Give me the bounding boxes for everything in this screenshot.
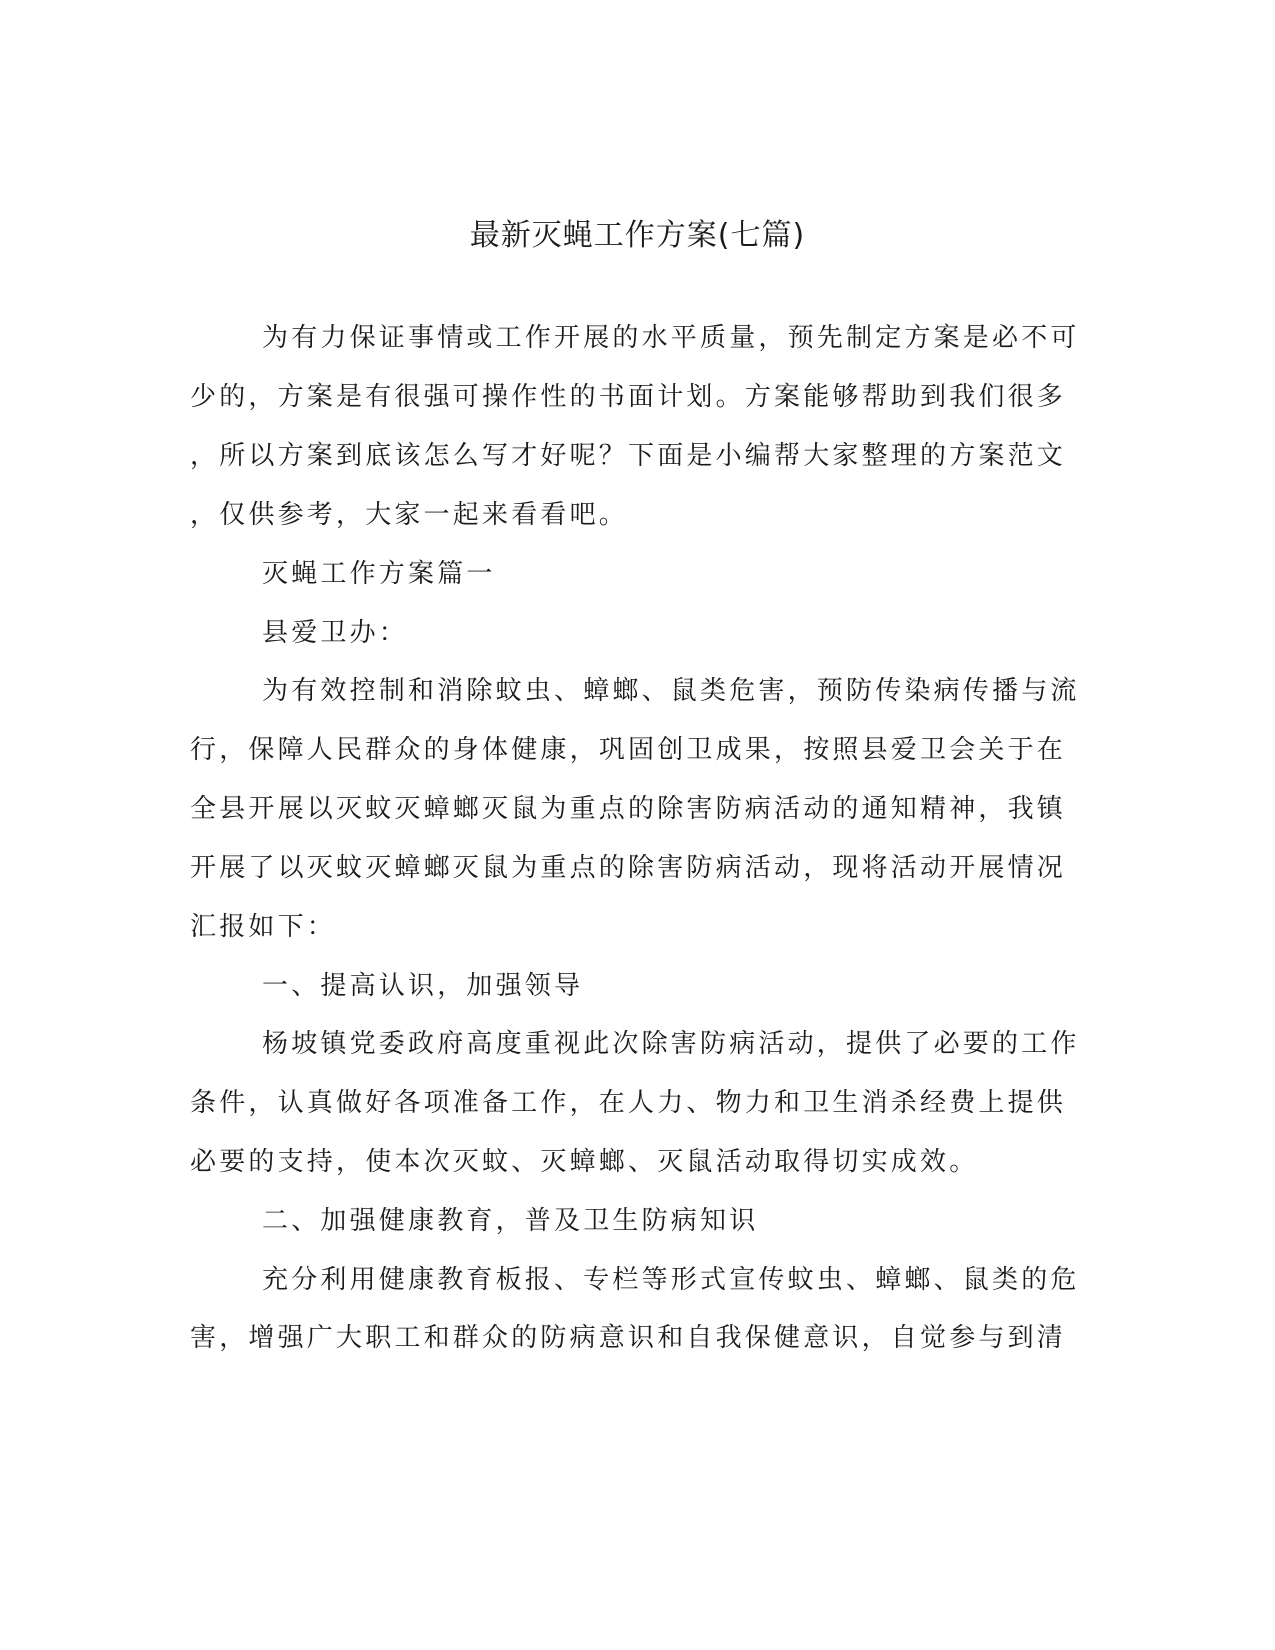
paragraph-line: 害，增强广大职工和群众的防病意识和自我保健意识，自觉参与到清	[190, 1323, 1067, 1353]
salutation: 县爱卫办：	[262, 618, 409, 648]
section-heading: 灭蝇工作方案篇一	[262, 559, 496, 589]
paragraph-line: 充分利用健康教育板报、专栏等形式宣传蚊虫、蟑螂、鼠类的危	[262, 1265, 1080, 1295]
paragraph-line: 少的，方案是有很强可操作性的书面计划。方案能够帮助到我们很多	[190, 382, 1067, 412]
paragraph-line: 为有力保证事情或工作开展的水平质量，预先制定方案是必不可	[262, 323, 1080, 353]
subsection-heading: 一、提高认识，加强领导	[262, 971, 584, 1001]
subsection-heading: 二、加强健康教育，普及卫生防病知识	[262, 1206, 759, 1236]
paragraph-line: 杨坡镇党委政府高度重视此次除害防病活动，提供了必要的工作	[262, 1029, 1080, 1059]
paragraph-line: ，所以方案到底该怎么写才好呢？下面是小编帮大家整理的方案范文	[190, 441, 1067, 471]
paragraph-line: 汇报如下：	[190, 912, 337, 942]
paragraph-line: ，仅供参考，大家一起来看看吧。	[190, 500, 629, 530]
paragraph-line: 开展了以灭蚊灭蟑螂灭鼠为重点的除害防病活动，现将活动开展情况	[190, 853, 1067, 883]
paragraph-line: 行，保障人民群众的身体健康，巩固创卫成果，按照县爱卫会关于在	[190, 735, 1067, 765]
paragraph-line: 为有效控制和消除蚊虫、蟑螂、鼠类危害，预防传染病传播与流	[262, 676, 1080, 706]
paragraph-line: 全县开展以灭蚊灭蟑螂灭鼠为重点的除害防病活动的通知精神，我镇	[190, 794, 1067, 824]
paragraph-line: 必要的支持，使本次灭蚊、灭蟑螂、灭鼠活动取得切实成效。	[190, 1147, 979, 1177]
paragraph-line: 条件，认真做好各项准备工作，在人力、物力和卫生消杀经费上提供	[190, 1088, 1067, 1118]
document-title: 最新灭蝇工作方案(七篇)	[469, 218, 806, 253]
